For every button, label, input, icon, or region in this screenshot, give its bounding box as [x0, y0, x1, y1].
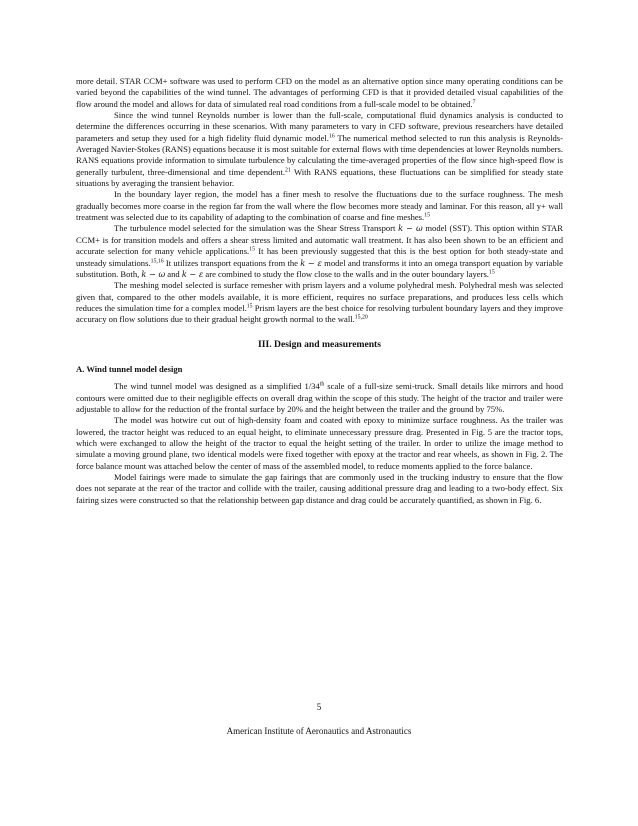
section-heading: III. Design and measurements — [258, 338, 381, 350]
paragraph-cfd-intro: more detail. STAR CCM+ software was used to perform CFD on the model as an alternative option since many operating conditions can be varied beyond the capabilities of the wind tunnel. The advantages of performing CFD is that it provided detailed visual capabilities of the flow around the model and allows for data of simulated real road conditions from a full-scale model to be obtained.$^7$ — [76, 76, 563, 109]
paragraph-model-fairings: Model fairings were made to simulate the gap fairings that are commonly used in the trucking industry to ensure that the flow does not separate at the rear of the tractor and collide with the trailer, causing additional pressure drag and leading to a two-body effect. Six fairing sizes were constructed so that the relationship between gap distance and drag could be accurately quantified, as shown in Fig. 6. — [76, 472, 563, 505]
paragraph-model-construction: The model was hotwire cut out of high-density foam and coated with epoxy to minimize surface roughness. As the trailer was lowered, the tractor height was reduced to an equal height, to eliminate unnecessary pressure drag. Presented in Fig. 5 are the tractor tops, which were exchanged to allow the height of the tractor to equal the height setting of the trailer. In order to utilize the image method to simulate a moving ground plane, two identical models were fixed together with epoxy at the tractor and rear wheels, as shown in Fig. 2. The force balance mount was attached below the center of mass of the assembled model, to reduce moments applied to the force balance. — [76, 415, 563, 471]
footer-organization: American Institute of Aeronautics and Astronautics — [226, 726, 412, 736]
paragraph-turbulence-model: The turbulence model selected for the simulation was the Shear Stress Transport k − ω model (SST). This option within STAR CCM+ is for transition models and offers a shear stress limited and automatic wall treatment. It has also been shown to be an efficient and accurate selection for many vehicle applications.$^{15}$ It has been previously suggested that this is the best option for both steady-state and unsteady simulations.$^{15,16}$ It utilizes transport equations from the k − ε model and transforms it into an omega transport equation by variable substitution. Both, k − ω and k − ε are combined to study the flow close to the walls and in the outer boundary layers.$^{15}$ — [76, 223, 563, 279]
paragraph-rans: Since the wind tunnel Reynolds number is lower than the full-scale, computational fluid dynamics analysis is conducted to determine the differences occurring in these scenarios. With many parameters to vary in CFD software, previous researchers have detailed parameters and setup they used for a high fidelity fluid dynamic model.$^{16}$ The numerical method selected to run this analysis is Reynolds-Averaged Navier-Stokes (RANS) equations because it is most suitable for external flows with time dependencies at lower Reynolds numbers. RANS equations provide information to simulate turbulence by calculating the time-averaged properties of the flow since high-speed flow is generally turbulent, three-dimensional and time dependent.$^{21}$ With RANS equations, these fluctuations can be simplified for steady state situations by averaging the transient behavior. — [76, 110, 564, 189]
paragraph-model-design: The wind tunnel model was designed as a simplified 1/34th scale of a full-size semi-truck. Small details like mirrors and hood contours were omitted due to their negligible effects on overall drag within the scope of this study. The height of the tractor and trailer were adjustable to allow for the reduction of the frontal surface by 20% and the height between the trailer and the ground by 75%. — [76, 381, 564, 414]
page-number: 5 — [316, 702, 322, 712]
subsection-heading: A. Wind tunnel model design — [76, 363, 183, 374]
paper-body — [76, 76, 563, 506]
paragraph-boundary-layer: In the boundary layer region, the model has a finer mesh to resolve the fluctuations due to the surface roughness. The mesh gradually becomes more coarse in the region far from the wall where the flow becomes more steady and laminar. For this reason, all y+ wall treatment was selected due to its capability of adapting to the combination of coarse and fine meshes.$^{15}$ — [76, 189, 563, 223]
paragraph-meshing-model: The meshing model selected is surface remesher with prism layers and a volume polyhedral mesh. Polyhedral mesh was selected given that, compared to the other models available, it is more efficient, requires no surface preparations, and produces less cells which reduces the simulation time for a complex model.$^{15}$ Prism layers are the best choice for resolving turbulent boundary layers and they improve accuracy on flow solutions due to their gradual height growth normal to the wall.$^{15,20}$ — [76, 280, 563, 325]
